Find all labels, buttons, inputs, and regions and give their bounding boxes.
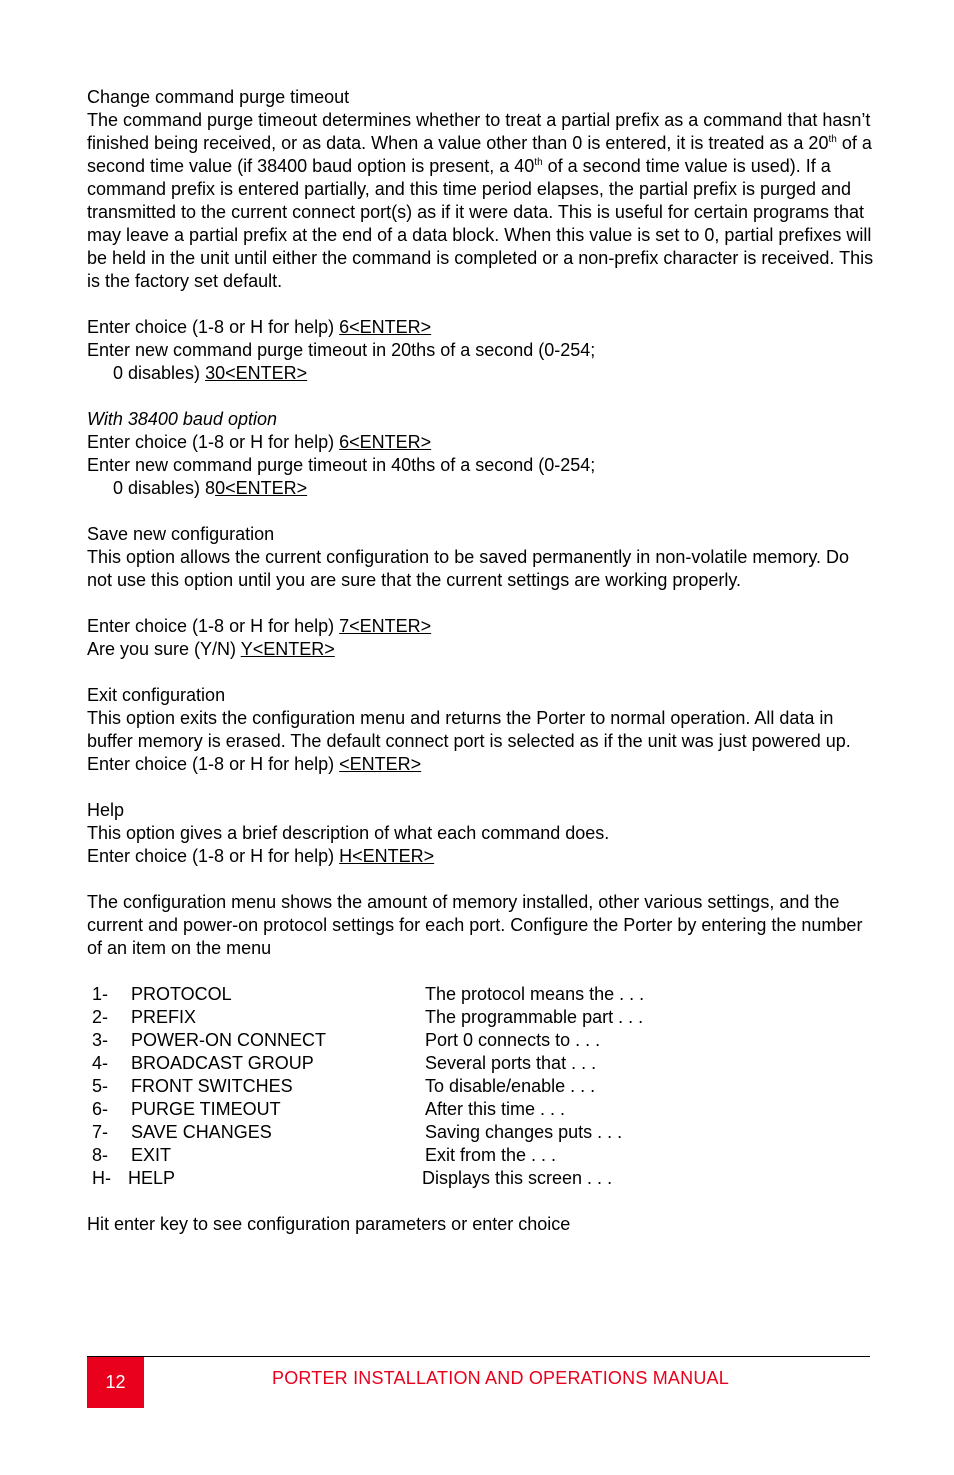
user-input-text: H<ENTER>	[339, 846, 435, 866]
section-heading-exit-configuration: Exit configuration	[87, 685, 226, 705]
menu-item-number: 3-	[92, 1030, 109, 1050]
save-prompt-line	[87, 615, 877, 638]
menu-item-description: Port 0 connects to . . .	[425, 1030, 601, 1050]
purge-body-part2: of a second time value (if 38400 baud option is present, a 40	[87, 133, 872, 176]
menu-item-description: The programmable part . . .	[425, 1007, 644, 1027]
menu-item-name: PURGE TIMEOUT	[131, 1099, 281, 1119]
purge-body-part3: of a second time value is used). If a command prefix is entered partially, and this time period elapses, the partial prefix is purged and transmitted to the current connect port(s) as if it were data. This is useful for certain programs that may leave a partial prefix at the end of a data block. When this value is set to 0, partial prefixes will be held in the unit until either the command is completed or a non-prefix character is received. This is the factory set default.	[87, 156, 874, 291]
menu-item-name: FRONT SWITCHES	[131, 1076, 293, 1096]
save-prompt-line	[87, 638, 877, 661]
section-heading-baud-option: With 38400 baud option	[87, 409, 277, 429]
menu-item	[87, 1052, 877, 1075]
document-body	[87, 86, 877, 1236]
menu-item-description: Displays this screen . . .	[422, 1168, 613, 1188]
user-input-text: 6<ENTER>	[339, 317, 432, 337]
menu-item-number: H-	[92, 1168, 111, 1188]
section-heading-save-configuration: Save new configuration	[87, 524, 275, 544]
menu-item-description: The protocol means the . . .	[425, 984, 645, 1004]
baud-prompt-line	[87, 431, 877, 454]
menu-item	[87, 1098, 877, 1121]
menu-item-number: 1-	[92, 984, 109, 1004]
menu-item	[87, 1075, 877, 1098]
menu-item-description: Saving changes puts . . .	[425, 1122, 623, 1142]
closing-instruction: Hit enter key to see configuration parameters or enter choice	[87, 1214, 571, 1234]
menu-item-number: 5-	[92, 1076, 109, 1096]
exit-description: This option exits the configuration menu and returns the Porter to normal operation. All data in buffer memory is erased. The default connect port is selected as if the unit was just powered up.	[87, 708, 851, 751]
menu-item-name: EXIT	[131, 1145, 172, 1165]
page-number: 12	[105, 1372, 126, 1392]
menu-item-description: After this time . . .	[425, 1099, 566, 1119]
purge-prompt-line	[87, 316, 877, 339]
footer-manual-title: PORTER INSTALLATION AND OPERATIONS MANUAL	[272, 1368, 729, 1388]
user-input-text: <ENTER>	[339, 754, 422, 774]
menu-item-description: To disable/enable . . .	[425, 1076, 596, 1096]
user-input-text: 0<ENTER>	[215, 478, 308, 498]
user-input-text: 6<ENTER>	[339, 432, 432, 452]
baud-prompt-line: Enter new command purge timeout in 40ths of a second (0-254;	[87, 455, 596, 475]
menu-item-name: BROADCAST GROUP	[131, 1053, 314, 1073]
configuration-menu-list	[87, 983, 877, 1190]
menu-item-name: PREFIX	[131, 1007, 197, 1027]
menu-item	[87, 1029, 877, 1052]
menu-item	[87, 1167, 877, 1190]
prompt-text: Enter choice (1-8 or H for help)	[87, 754, 340, 774]
exit-prompt-line	[87, 753, 877, 776]
save-description: This option allows the current configuration to be saved permanently in non-volatile memory. Do not use this option until you are sure that the current settings are working properly.	[87, 547, 850, 590]
section-heading-purge-timeout: Change command purge timeout	[87, 87, 350, 107]
page-number-badge	[87, 1357, 144, 1408]
purge-body-part1: The command purge timeout determines whether to treat a partial prefix as a command that hasn’t finished being received, or as data. When a value other than 0 is entered, it is treated as a 20	[87, 110, 871, 153]
baud-prompt-line	[87, 477, 877, 500]
menu-item-name: HELP	[128, 1168, 176, 1188]
menu-item-number: 8-	[92, 1145, 109, 1165]
menu-item-description: Several ports that . . .	[425, 1053, 597, 1073]
help-prompt-line	[87, 845, 877, 868]
user-input-text: 7<ENTER>	[339, 616, 432, 636]
footer-divider	[87, 1356, 870, 1357]
purge-prompt-line	[87, 362, 877, 385]
ordinal-suffix: th	[828, 134, 837, 145]
menu-item-name: SAVE CHANGES	[131, 1122, 272, 1142]
prompt-text: Enter choice (1-8 or H for help)	[87, 432, 340, 452]
section-heading-help: Help	[87, 800, 125, 820]
menu-item	[87, 983, 877, 1006]
prompt-text: Enter choice (1-8 or H for help)	[87, 317, 340, 337]
purge-prompt-line: Enter new command purge timeout in 20ths of a second (0-254;	[87, 340, 596, 360]
prompt-text: 0 disables)	[113, 363, 206, 383]
menu-item-number: 6-	[92, 1099, 109, 1119]
menu-item-number: 2-	[92, 1007, 109, 1027]
configuration-menu-intro: The configuration menu shows the amount of memory installed, other various settings, and the current and power-on protocol settings for each port. Configure the Porter by entering the number of an item on the menu	[87, 892, 863, 958]
ordinal-suffix: th	[534, 157, 543, 168]
help-description: This option gives a brief description of what each command does.	[87, 823, 610, 843]
menu-item-number: 4-	[92, 1053, 109, 1073]
user-input-text: 30<ENTER>	[205, 363, 308, 383]
purge-timeout-description	[87, 109, 877, 293]
menu-item-description: Exit from the . . .	[425, 1145, 557, 1165]
prompt-text: Enter choice (1-8 or H for help)	[87, 846, 340, 866]
menu-item-name: POWER-ON CONNECT	[131, 1030, 326, 1050]
menu-item-name: PROTOCOL	[131, 984, 232, 1004]
prompt-text: 0 disables) 8	[113, 478, 216, 498]
menu-item	[87, 1121, 877, 1144]
user-input-text: Y<ENTER>	[240, 639, 335, 659]
prompt-text: Are you sure (Y/N)	[87, 639, 241, 659]
prompt-text: Enter choice (1-8 or H for help)	[87, 616, 340, 636]
menu-item	[87, 1006, 877, 1029]
menu-item	[87, 1144, 877, 1167]
menu-item-number: 7-	[92, 1122, 109, 1142]
